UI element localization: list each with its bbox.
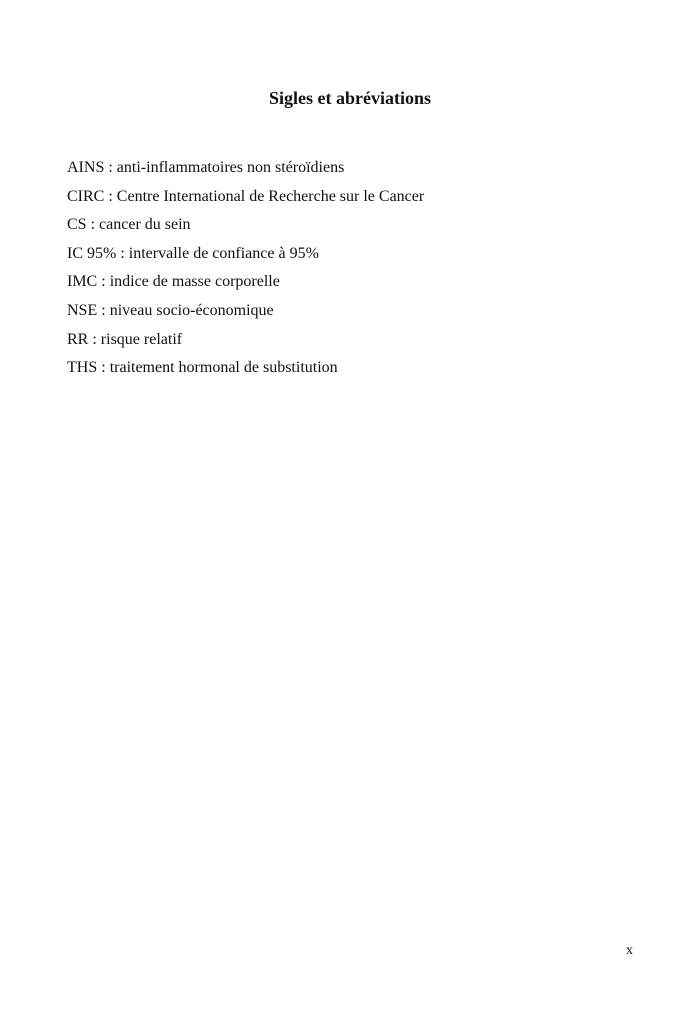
abbreviation-definition: indice de masse corporelle	[109, 273, 280, 291]
abbreviation-separator: :	[104, 159, 117, 176]
abbreviation-definition: Centre International de Recherche sur le Cancer	[116, 187, 425, 205]
abbreviation-term: CS	[67, 216, 87, 234]
abbreviation-separator: :	[97, 301, 110, 319]
abbreviation-entry	[67, 183, 424, 212]
abbreviation-entry	[67, 240, 424, 269]
abbreviation-entry	[67, 211, 424, 240]
abbreviation-entry	[67, 354, 424, 383]
abbreviation-definition: intervalle de confiance à 95%	[128, 244, 319, 262]
abbreviation-separator: :	[116, 244, 129, 262]
abbreviation-list	[67, 154, 424, 383]
abbreviation-term: CIRC	[67, 187, 105, 205]
page-title: Sigles et abréviations	[269, 88, 431, 108]
abbreviation-separator: :	[97, 273, 110, 291]
abbreviation-separator: :	[86, 216, 100, 234]
abbreviation-separator: :	[104, 187, 117, 205]
abbreviation-definition: anti-inflammatoires non stéroïdiens	[116, 159, 345, 176]
abbreviation-term: AINS	[67, 159, 105, 176]
abbreviation-definition: risque relatif	[100, 330, 183, 348]
abbreviation-entry	[67, 326, 424, 355]
abbreviation-term: RR	[67, 330, 89, 348]
abbreviation-entry	[67, 297, 424, 326]
abbreviation-definition: traitement hormonal de substitution	[109, 359, 338, 377]
abbreviation-definition: niveau socio-économique	[109, 301, 274, 319]
abbreviation-entry	[67, 268, 424, 297]
abbreviation-term: IMC	[67, 273, 98, 291]
page-number: x	[626, 943, 633, 958]
abbreviation-definition: cancer du sein	[99, 216, 191, 234]
abbreviation-term: THS	[67, 359, 98, 377]
abbreviation-separator: :	[88, 330, 101, 348]
abbreviation-entry	[67, 154, 424, 183]
abbreviation-separator: :	[97, 359, 110, 377]
abbreviation-term: NSE	[67, 301, 98, 319]
abbreviation-term: IC 95%	[67, 244, 117, 262]
